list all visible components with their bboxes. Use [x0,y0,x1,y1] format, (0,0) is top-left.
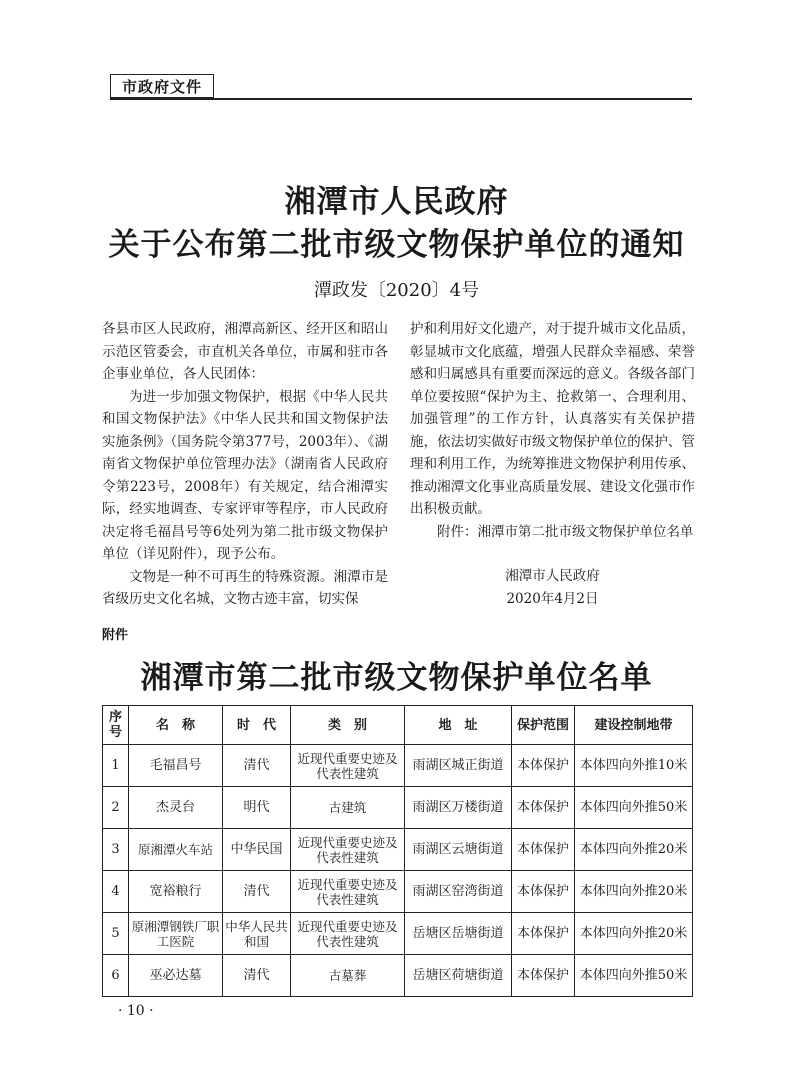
section-tag: 市政府文件 [110,74,214,98]
table-row [103,829,693,871]
cell-era: 中华民国 [223,829,291,871]
header-rule [110,98,692,100]
cell-protection-scope: 本体保护 [512,787,575,829]
cell-control-zone: 本体四向外推20米 [575,829,693,871]
cell-control-zone: 本体四向外推20米 [575,871,693,913]
cell-category: 古建筑 [291,787,405,829]
cell-era: 清代 [223,745,291,787]
cell-index: 3 [103,829,129,871]
attachment-note: 附件：湘潭市第二批市级文物保护单位名单 [437,523,694,540]
addressee-paragraph: 各县市区人民政府，湘潭高新区、经开区和昭山示范区管委会，市直机关各单位，市属和驻市各企事业单位，各人民团体： [102,321,388,382]
cell-era: 明代 [223,787,291,829]
body-paragraph: 文物是一种不可再生的特殊资源。湘潭市是省级历史文化名城，文物古迹丰富，切实保 [102,568,388,607]
cell-address: 雨湖区云塘街道 [405,829,512,871]
header-cell-name: 名 称 [129,706,223,745]
cell-category: 古墓葬 [291,955,405,997]
body-column-right [410,318,695,543]
cell-name: 原湘潭钢铁厂职工医院 [129,913,223,955]
cell-protection-scope: 本体保护 [512,955,575,997]
table-row [103,787,693,829]
table-row [103,955,693,997]
cell-address: 雨湖区万楼街道 [405,787,512,829]
signature-block [410,565,695,610]
header-cell-era: 时 代 [223,706,291,745]
heritage-units-table [102,705,693,997]
cell-name: 宽裕粮行 [129,871,223,913]
document-title-line2: 关于公布第二批市级文物保护单位的通知 [108,227,685,263]
cell-category: 近现代重要史迹及代表性建筑 [291,913,405,955]
document-title-line1: 湘潭市人民政府 [284,184,509,220]
signature-org: 湘潭市人民政府 [505,568,600,584]
cell-era: 清代 [223,871,291,913]
appendix-label: 附件 [102,628,129,643]
header-cell-index: 序号 [103,706,129,745]
cell-index: 1 [103,745,129,787]
body-paragraph: 为进一步加强文物保护，根据《中华人民共和国文物保护法》《中华人民共和国文物保护法实施条例》（国务院令第377号，2003年）、《湖南省文物保护单位管理办法》（湖南省人民政府令第223号，2008年）有关规定，结合湘潭实际，经实地调查、专家评审等程序，市人民政府决定将毛福昌号等6处列为第二批市级文物保护单位（详见附件），现予公布。 [102,388,388,562]
cell-address: 岳塘区荷塘街道 [405,955,512,997]
cell-era: 清代 [223,955,291,997]
cell-index: 2 [103,787,129,829]
cell-index: 6 [103,955,129,997]
table-row [103,871,693,913]
header-cell-address: 地 址 [405,706,512,745]
cell-category: 近现代重要史迹及代表性建筑 [291,829,405,871]
header-cell-category: 类 别 [291,706,405,745]
cell-name: 杰灵台 [129,787,223,829]
table-row [103,913,693,955]
cell-address: 岳塘区岳塘街道 [405,913,512,955]
cell-category: 近现代重要史迹及代表性建筑 [291,745,405,787]
cell-era: 中华人民共和国 [223,913,291,955]
body-column-left [102,318,388,611]
cell-address: 雨湖区窑湾街道 [405,871,512,913]
cell-protection-scope: 本体保护 [512,871,575,913]
table-row [103,745,693,787]
cell-name: 原湘潭火车站 [129,829,223,871]
body-paragraph: 护和利用好文化遗产，对于提升城市文化品质，彰显城市文化底蕴，增强人民群众幸福感、荣誉感和归属感具有重要而深远的意义。各级各部门单位要按照“保护为主、抢救第一、合理利用、加强管理”的工作方针，认真落实有关保护措施，依法切实做好市级文物保护单位的保护、管理和利用工作，为统筹推进文物保护利用传承、推动湘潭文化事业高质量发展、建设文化强市作出积极贡献。 [410,321,695,517]
cell-control-zone: 本体四向外推50米 [575,955,693,997]
signature-date: 2020年4月2日 [506,590,599,607]
cell-name: 毛福昌号 [129,745,223,787]
table-header-row [103,706,693,745]
cell-protection-scope: 本体保护 [512,829,575,871]
cell-control-zone: 本体四向外推20米 [575,913,693,955]
cell-address: 雨湖区城正街道 [405,745,512,787]
appendix-title: 湘潭市第二批市级文物保护单位名单 [140,660,653,696]
cell-control-zone: 本体四向外推10米 [575,745,693,787]
cell-protection-scope: 本体保护 [512,745,575,787]
cell-index: 4 [103,871,129,913]
cell-protection-scope: 本体保护 [512,913,575,955]
cell-index: 5 [103,913,129,955]
page-number: · 10 · [118,1003,154,1019]
header-cell-control-zone: 建设控制地带 [575,706,693,745]
document-number: 潭政发〔2020〕4号 [313,280,480,301]
cell-control-zone: 本体四向外推50米 [575,787,693,829]
header-cell-protection-scope: 保护范围 [512,706,575,745]
cell-name: 巫必达墓 [129,955,223,997]
cell-category: 近现代重要史迹及代表性建筑 [291,871,405,913]
